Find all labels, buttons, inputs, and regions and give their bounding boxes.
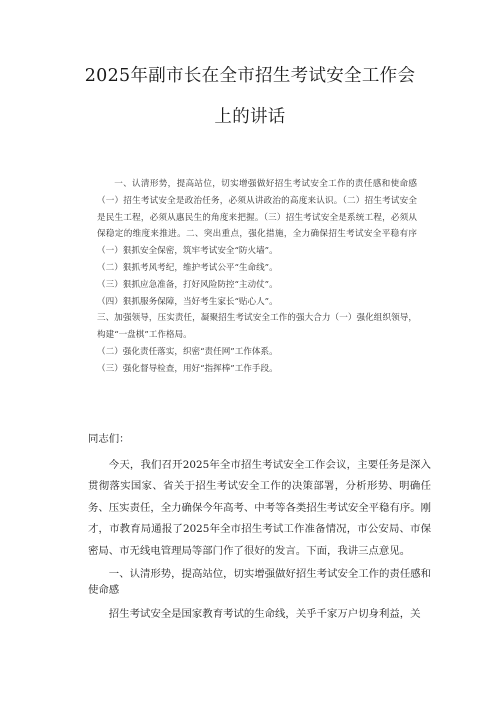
outline-section [97, 176, 417, 378]
outline-item: （二）狠抓考风考纪，维护考试公平“生命线”。 [97, 262, 278, 273]
outline-item: （三）狠抓应急准备，打好风险防控“主动仗”。 [97, 279, 278, 290]
document-title-line-2: 上的讲话 [214, 107, 286, 127]
outline-item: （四）狠抓服务保障，当好考生家长“贴心人”。 [97, 296, 278, 307]
outline-item: （二）强化责任落实，织密“责任网”工作体系。 [97, 346, 278, 357]
salutation: 同志们： [88, 433, 130, 445]
speech-body [88, 429, 431, 625]
outline-item: 三、加强领导，压实责任，凝聚招生考试安全工作的强大合力（一）强化组织领导，构建“一盘棋”工作格局。 [97, 313, 417, 341]
outline-item: （三）强化督导检查，用好“指挥棒”工作手段。 [97, 363, 278, 374]
outline-item: 一、认清形势，提高站位，切实增强做好招生考试安全工作的责任感和使命感（一）招生考试安全是政治任务，必须从讲政治的高度来认识。（二）招生考试安全是民生工程，必须从惠民生的角度来把握。（三）招生考试安全是系统工程，必须从保稳定的维度来推进。二、突出重点，强化措施，全力确保招生考试安全平稳有序（一）狠抓安全保密，筑牢考试安全“防火墙”。 [97, 179, 417, 257]
paragraph: 招生考试安全是国家教育考试的生命线，关乎千家万户切身利益，关 [108, 607, 421, 620]
paragraph: 今天，我们召开2025年全市招生考试安全工作会议，主要任务是深入贯彻落实国家、省关于招生考试安全工作的决策部署，分析形势、明确任务、压实责任，全力确保今年高考、中考等各类招生考试安全平稳有序。刚才，市教育局通报了2025年全市招生考试工作准备情况，市公安局、市保密局、市无线电管理局等部门作了很好的发言。下面，我讲三点意见。 [88, 458, 431, 557]
section-heading: 一、认清形势，提高站位，切实增强做好招生考试安全工作的责任感和使命感 [88, 567, 431, 596]
document-title-line-1: 2025年副市长在全市招生考试安全工作会 [84, 66, 416, 86]
